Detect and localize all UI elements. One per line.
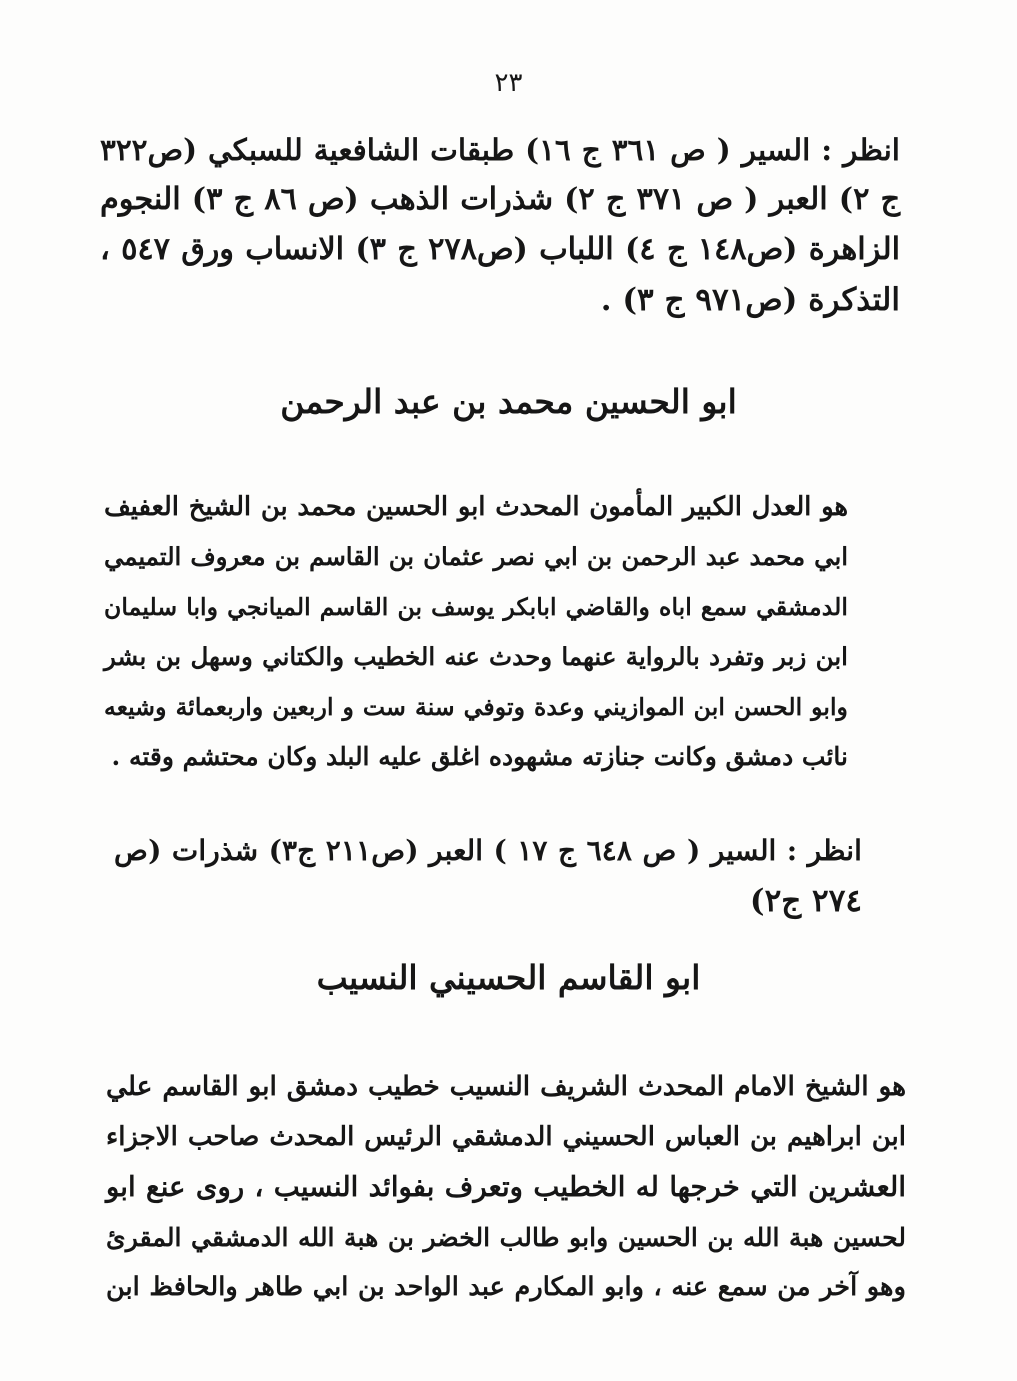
page-number: ٢٣ bbox=[494, 68, 523, 98]
text-line: لحسين هبة الله بن الحسين وابو طالب الخضر بن هبة الله الدمشقي المقرئ bbox=[106, 1222, 906, 1252]
text-line: العشرين التي خرجها له الخطيب وتعرف بفوائد النسيب ، روى عنع ابو bbox=[106, 1170, 906, 1203]
text-line: التذكرة (ص٩٧١ ج ٣) . bbox=[600, 282, 900, 318]
text-line: هو العدل الكبير المأمون المحدث ابو الحسين محمد بن الشيخ العفيف bbox=[104, 492, 848, 522]
text-line: وابو الحسن ابن الموازيني وعدة وتوفي سنة ست و اربعين واربعمائة وشيعه bbox=[104, 693, 848, 721]
text-line: وهو آخر من سمع عنه ، وابو المكارم عبد الواحد بن ابي طاهر والحافظ ابن bbox=[106, 1272, 906, 1302]
references-block bbox=[114, 826, 862, 926]
references-block bbox=[100, 125, 900, 325]
text-line: انظر : السير ( ص ٣٦١ ج ١٦) طبقات الشافعية للسبكي (ص٣٢٢ bbox=[100, 132, 900, 167]
text-line: انظر : السير ( ص ٦٤٨ ج ١٧ ) العبر (ص٢١١ ج٣) شذرات (ص bbox=[114, 834, 862, 867]
text-line: الزاهرة (ص١٤٨ ج ٤) اللباب (ص٢٧٨ ج ٣) الانساب ورق ٥٤٧ ، bbox=[100, 232, 900, 267]
text-line: هو الشيخ الامام المحدث الشريف النسيب خطيب دمشق ابو القاسم علي bbox=[106, 1071, 906, 1102]
text-line: الدمشقي سمع اباه والقاضي ابابكر يوسف بن القاسم الميانجي وابا سليمان bbox=[104, 593, 848, 621]
section-heading: ابو الحسين محمد بن عبد الرحمن bbox=[280, 382, 737, 421]
text-line: ابي محمد عبد الرحمن بن ابي نصر عثمان بن القاسم بن معروف التميمي bbox=[104, 542, 848, 571]
text-line: ج ٢) العبر ( ص ٣٧١ ج ٢) شذرات الذهب (ص ٨٦ ج ٣) النجوم bbox=[100, 182, 900, 217]
text-line: نائب دمشق وكانت جنازته مشهوده اغلق عليه البلد وكان محتشم وقته . bbox=[111, 742, 848, 771]
biography-paragraph bbox=[104, 482, 848, 782]
biography-paragraph bbox=[106, 1062, 906, 1312]
text-line: ٢٧٤ ج٢) bbox=[749, 883, 862, 919]
text-line: ابن ابراهيم بن العباس الحسيني الدمشقي الرئيس المحدث صاحب الاجزاء bbox=[106, 1122, 906, 1152]
section-heading: ابو القاسم الحسيني النسيب bbox=[316, 958, 701, 997]
text-line: ابن زبر وتفرد بالرواية عنهما وحدث عنه الخطيب والكتاني وسهل بن بشر bbox=[104, 642, 848, 671]
